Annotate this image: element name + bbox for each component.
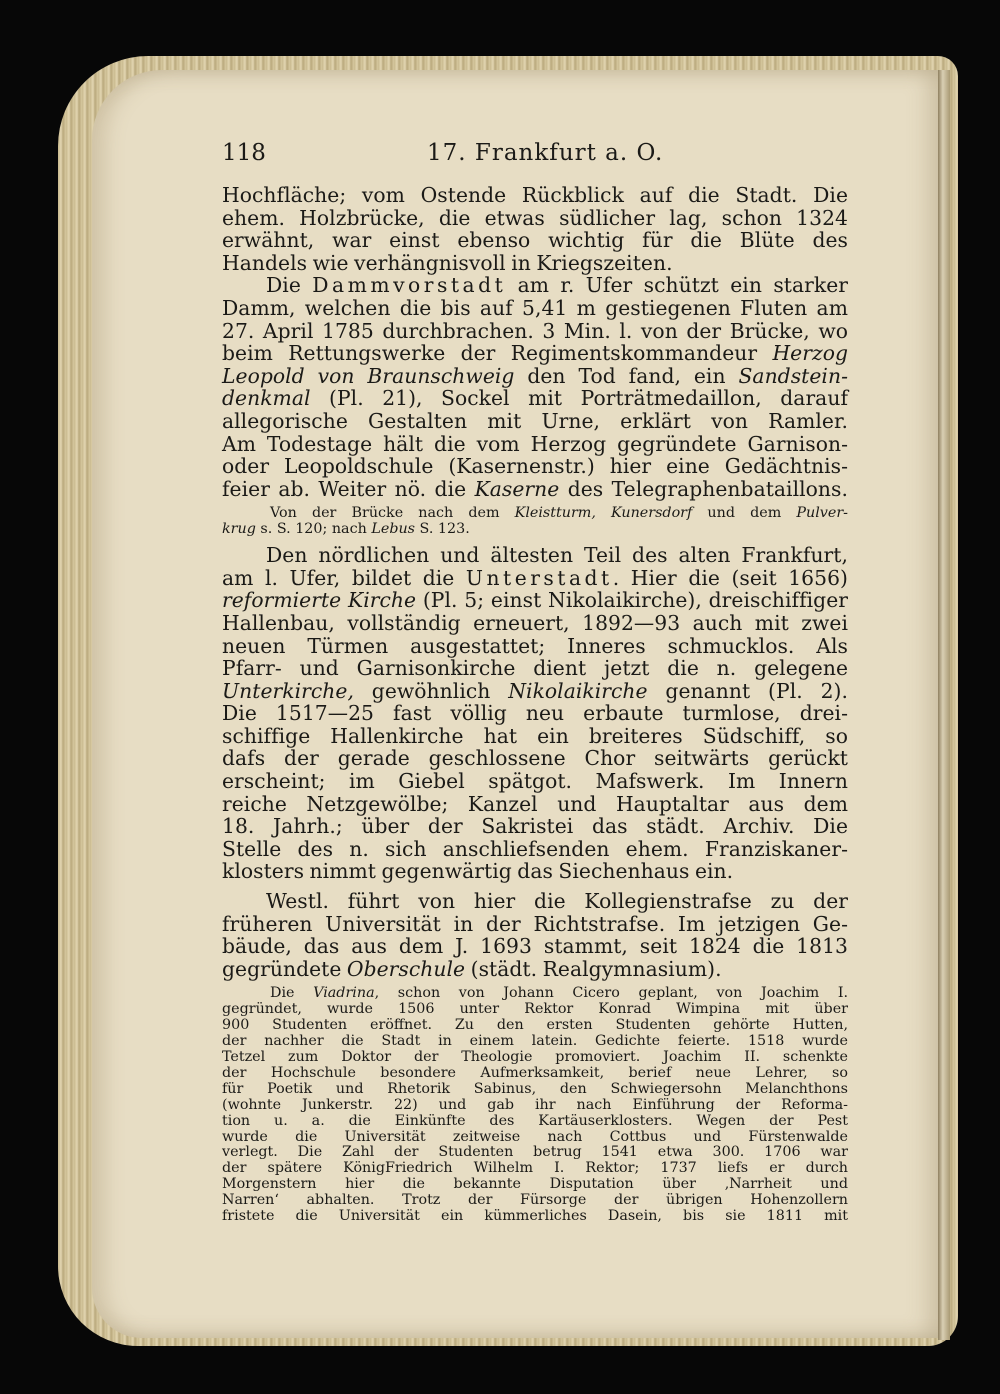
text-line: Pfarr- und Garnisonkirche dient jetzt die n. gelegene <box>222 656 848 681</box>
note-line: für Poetik und Rhetorik Sabinus, den Schwiegersohn Melanchthons <box>222 1080 848 1097</box>
paragraph-universitaet <box>222 890 848 980</box>
note-line: wurde die Universität zeitweise nach Cottbus und Fürstenwalde <box>222 1128 848 1145</box>
text-line: schiffige Hallenkirche hat ein breiteres Südschiff, so <box>222 723 848 748</box>
note-line: 900 Studenten eröffnet. Zu den ersten Studenten gehörte Hutten, <box>222 1017 848 1034</box>
text-line: Hallenbau, vollständig erneuert, 1892—93 auch mit zwei <box>222 610 848 635</box>
text-line: früheren Universität in der Richtstrafse. Im jetzigen Ge- <box>222 911 848 936</box>
text-line: Den nördlichen und ältesten Teil des alten Frankfurt, <box>266 543 848 568</box>
note-line: verlegt. Die Zahl der Studenten betrug 1541 etwa 300. 1706 war <box>222 1144 848 1161</box>
paragraph-dammvorstadt <box>222 274 848 500</box>
text-line: erscheint; im Giebel spätgot. Mafswerk. Im Innern <box>222 769 848 794</box>
note-line: tion u. a. die Einkünfte des Kartäuserklosters. Wegen der Pest <box>222 1112 848 1129</box>
note-line: Tetzel zum Doktor der Theologie promoviert. Joachim II. schenkte <box>222 1049 848 1066</box>
text-line: erwähnt, war einst ebenso wichtig für die Blüte des <box>222 228 848 253</box>
text-line: Stelle des n. sich anschliefsenden ehem. Franziskaner- <box>222 836 848 861</box>
text-line: feier ab. Weiter nö. die Kaserne des Telegraphenbataillons. <box>222 476 848 501</box>
text-line: Am Todestage hält die vom Herzog gegründete Garnison- <box>222 431 848 456</box>
book-gutter <box>938 70 950 1340</box>
note-line: Narren‘ abhalten. Trotz der Fürsorge der übrigen Hohenzollern <box>222 1192 848 1209</box>
note-line: Die Viadrina, schon von Johann Cicero geplant, von Joachim I. <box>270 985 849 1002</box>
note-line: gegründet, wurde 1506 unter Rektor Konrad Wimpina mit über <box>222 1001 848 1018</box>
running-header: 17. Frankfurt a. O. <box>427 140 664 166</box>
text-line: am l. Ufer, bildet die Unterstadt. Hier die (seit 1656) <box>222 565 848 590</box>
note-viadrina <box>222 986 848 1225</box>
text-line: Unterkirche, gewöhnlich Nikolaikirche genannt (Pl. 2). <box>222 678 848 703</box>
text-line: dafs der gerade geschlossene Chor seitwärts gerückt <box>222 746 848 771</box>
text-line: klosters nimmt gegenwärtig das Siechenhaus ein. <box>222 859 734 884</box>
text-line: denkmal (Pl. 21), Sockel mit Porträtmedaillon, darauf <box>222 386 848 411</box>
text-line: Damm, welchen die bis auf 5,41 m gestiegenen Fluten am <box>222 295 848 320</box>
note-excursions <box>222 506 848 538</box>
page-text <box>222 184 848 1231</box>
note-line: der Hochschule besondere Aufmerksamkeit, berief neue Lehrer, so <box>222 1064 848 1081</box>
text-line: 27. April 1785 durchbrachen. 3 Min. l. von der Brücke, wo <box>222 318 848 343</box>
note-line: Morgenstern hier die bekannte Disputation über ‚Narrheit und <box>222 1176 848 1193</box>
page-number: 118 <box>222 140 266 166</box>
paragraph-unterstadt <box>222 544 848 883</box>
text-line: Westl. führt von hier die Kollegienstrafse zu der <box>266 889 848 914</box>
text-line: ehem. Holzbrücke, die etwas südlicher lag, schon 1324 <box>222 205 848 230</box>
text-line: bäude, das aus dem J. 1693 stammt, seit 1824 die 1813 <box>222 934 848 959</box>
text-line: Leopold von Braunschweig den Tod fand, ein Sandstein- <box>222 363 848 388</box>
note-line: (wohnte Junkerstr. 22) und gab ihr nach Einführung der Reforma- <box>222 1096 848 1113</box>
text-line: Hochfläche; vom Ostende Rückblick auf die Stadt. Die <box>222 183 848 207</box>
text-line: Handels wie verhängnisvoll in Kriegszeiten. <box>222 250 673 275</box>
note-line: Von der Brücke nach dem Kleistturm, Kunersdorf und dem Pulver- <box>270 505 848 522</box>
paragraph-1 <box>222 184 848 274</box>
text-line: Die 1517—25 fast völlig neu erbaute turmlose, drei- <box>222 701 848 726</box>
page-header <box>222 140 842 174</box>
text-line: 18. Jahrh.; über der Sakristei das städt. Archiv. Die <box>222 814 848 839</box>
note-line: der nachher die Stadt in einem latein. Gedichte feierte. 1518 wurde <box>222 1033 848 1050</box>
text-line: gegründete Oberschule (städt. Realgymnasium). <box>222 956 722 981</box>
text-line: Die Dammvorstadt am r. Ufer schützt ein starker <box>266 273 848 298</box>
text-line: reformierte Kirche (Pl. 5; einst Nikolaikirche), dreischiffiger <box>222 588 848 613</box>
text-line: neuen Türmen ausgestattet; Inneres schmucklos. Als <box>222 633 848 658</box>
note-line: der spätere KönigFriedrich Wilhelm I. Rektor; 1737 liefs er durch <box>222 1160 848 1177</box>
text-line: allegorische Gestalten mit Urne, erklärt von Ramler. <box>222 408 848 433</box>
text-line: oder Leopoldschule (Kasernenstr.) hier eine Gedächtnis- <box>222 454 848 479</box>
note-line: fristete die Universität ein kümmerliches Dasein, bis sie 1811 mit <box>222 1208 848 1225</box>
text-line: reiche Netzgewölbe; Kanzel und Hauptaltar aus dem <box>222 791 848 816</box>
text-line: beim Rettungswerke der Regimentskommandeur Herzog <box>222 341 848 366</box>
note-line: krug s. S. 120; nach Lebus S. 123. <box>222 521 470 538</box>
